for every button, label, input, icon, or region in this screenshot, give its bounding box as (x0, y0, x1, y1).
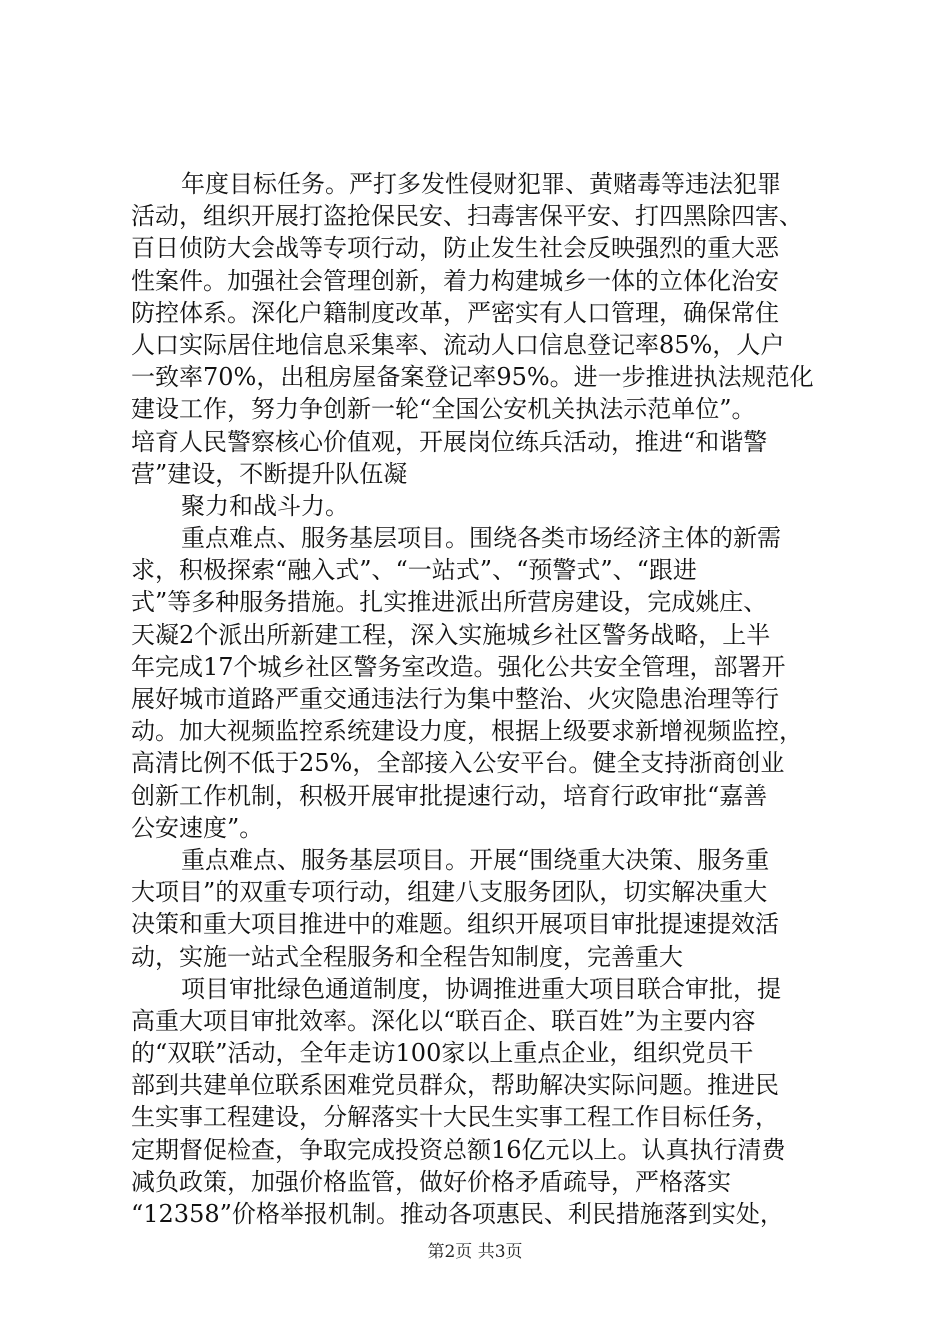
text-line: 性案件。加强社会管理创新，着力构建城乡一体的立体化治安 (131, 266, 779, 295)
text-line: “12358”价格举报机制。推动各项惠民、利民措施落到实处， (131, 1200, 784, 1228)
text-line: 年度目标任务。严打多发性侵财犯罪、黄赌毒等违法犯罪 (181, 170, 781, 198)
text-line: 式”等多种服务措施。扎实推进派出所营房建设，完成姚庄、 (131, 588, 768, 617)
text-line: 营”建设，不断提升队伍凝 (131, 459, 408, 488)
text-line: 动，实施一站式全程服务和全程告知制度，完善重大 (131, 942, 683, 971)
text-line: 大项目”的双重专项行动，组建八支服务团队，切实解决重大 (131, 878, 768, 907)
text-line: 高清比例不低于25%，全部接入公安平台。健全支持浙商创业 (131, 749, 785, 778)
text-line: 一致率70%，出租房屋备案登记率95%。进一步推进执法规范化 (131, 363, 814, 392)
text-line: 年完成17个城乡社区警务室改造。强化公共安全管理，部署开 (131, 652, 786, 681)
text-line: 聚力和战斗力。 (181, 491, 349, 520)
text-line: 重点难点、服务基层项目。围绕各类市场经济主体的新需 (181, 524, 781, 553)
text-line: 防控体系。深化户籍制度改革，严密实有人口管理，确保常住 (131, 298, 779, 327)
text-line: 高重大项目审批效率。深化以“联百企、联百姓”为主要内容 (131, 1006, 756, 1035)
text-line: 活动，组织开展打盗抢保民安、扫毒害保平安、打四黑除四害、 (131, 202, 803, 231)
text-line: 创新工作机制，积极开展审批提速行动，培育行政审批“嘉善 (131, 781, 768, 810)
text-line: 的“双联”活动，全年走访100家以上重点企业，组织党员干 (131, 1039, 754, 1068)
text-line: 部到共建单位联系困难党员群众，帮助解决实际问题。推进民 (131, 1071, 779, 1100)
text-line: 决策和重大项目推进中的难题。组织开展项目审批提速提效活 (131, 910, 779, 939)
text-line: 百日侦防大会战等专项行动，防止发生社会反映强烈的重大恶 (131, 234, 779, 263)
text-line: 动。加大视频监控系统建设力度，根据上级要求新增视频监控， (131, 717, 803, 746)
text-line: 重点难点、服务基层项目。开展“围绕重大决策、服务重 (181, 845, 770, 874)
text-line: 定期督促检查，争取完成投资总额16亿元以上。认真执行清费 (131, 1135, 786, 1164)
text-line: 建设工作，努力争创新一轮“全国公安机关执法示范单位”。 (131, 395, 756, 424)
text-line: 求，积极探索“融入式”、“一站式”、“预警式”、“跟进 (131, 556, 697, 585)
text-line: 项目审批绿色通道制度，协调推进重大项目联合审批，提 (181, 974, 781, 1003)
text-line: 公安速度”。 (131, 813, 264, 842)
text-line: 天凝2个派出所新建工程，深入实施城乡社区警务战略，上半 (131, 620, 771, 649)
document-body (131, 168, 837, 1230)
text-line: 减负政策，加强价格监管，做好价格矛盾疏导，严格落实 (131, 1167, 731, 1196)
text-line: 展好城市道路严重交通违法行为集中整治、火灾隐患治理等行 (131, 685, 779, 713)
text-line: 人口实际居住地信息采集率、流动人口信息登记率85%，人户 (131, 330, 785, 359)
page-number-footer: 第2页 共3页 (427, 1242, 523, 1262)
text-line: 培育人民警察核心价值观，开展岗位练兵活动，推进“和谐警 (131, 427, 768, 456)
text-line: 生实事工程建设，分解落实十大民生实事工程工作目标任务， (131, 1103, 779, 1132)
